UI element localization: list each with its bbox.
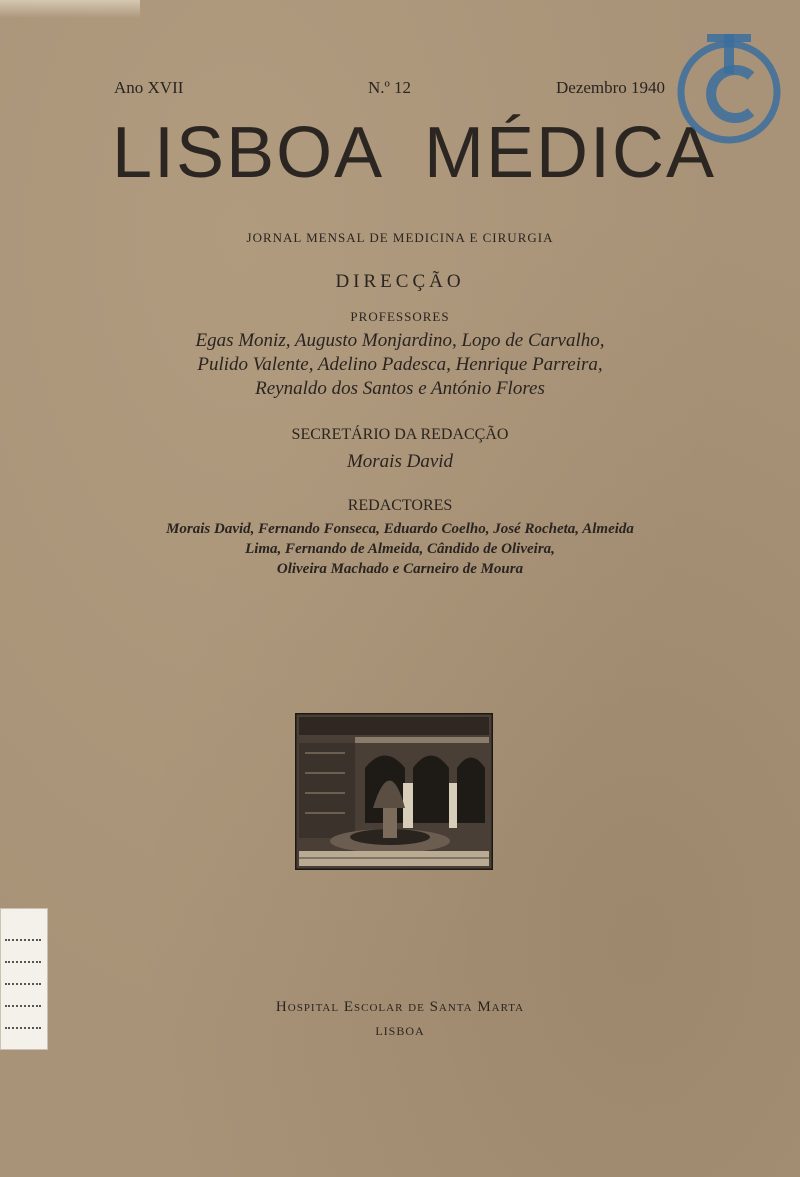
direccao-heading: DIRECÇÃO <box>335 271 465 292</box>
professores-line: Egas Moniz, Augusto Monjardino, Lopo de Carvalho, <box>195 330 605 351</box>
secretario-name: Morais David <box>346 451 454 472</box>
journal-subtitle: JORNAL MENSAL DE MEDICINA E CIRURGIA <box>246 230 554 245</box>
issue-date: Dezembro 1940 <box>556 78 666 97</box>
issue-number: N.º 12 <box>368 78 412 97</box>
professores-label: PROFESSORES <box>350 309 450 324</box>
redactores-line: Morais David, Fernando Fonseca, Eduardo Coelho, José Rocheta, Almeida <box>166 521 634 537</box>
library-stamp-icon <box>673 24 785 146</box>
professores-line: Reynaldo dos Santos e António Flores <box>255 378 545 399</box>
publisher-city: LISBOA <box>375 1024 425 1038</box>
redactores-heading: REDACTORES <box>347 497 453 514</box>
title-medica: MÉDICA <box>424 113 717 193</box>
volume-label: Ano XVII <box>114 78 184 97</box>
redactores-line: Oliveira Machado e Carneiro de Moura <box>276 561 524 577</box>
barcode-label <box>0 908 48 1050</box>
publisher-hospital: Hospital Escolar de Santa Marta <box>275 999 525 1015</box>
paper-tear <box>0 0 140 18</box>
title-lisboa: LISBOA <box>112 113 385 193</box>
professores-line: Pulido Valente, Adelino Padesca, Henrique Parreira, <box>197 354 603 375</box>
secretario-heading: SECRETÁRIO DA REDACÇÃO <box>291 426 509 443</box>
redactores-line: Lima, Fernando de Almeida, Cândido de Oliveira, <box>245 541 555 557</box>
cloister-engraving <box>295 713 493 870</box>
